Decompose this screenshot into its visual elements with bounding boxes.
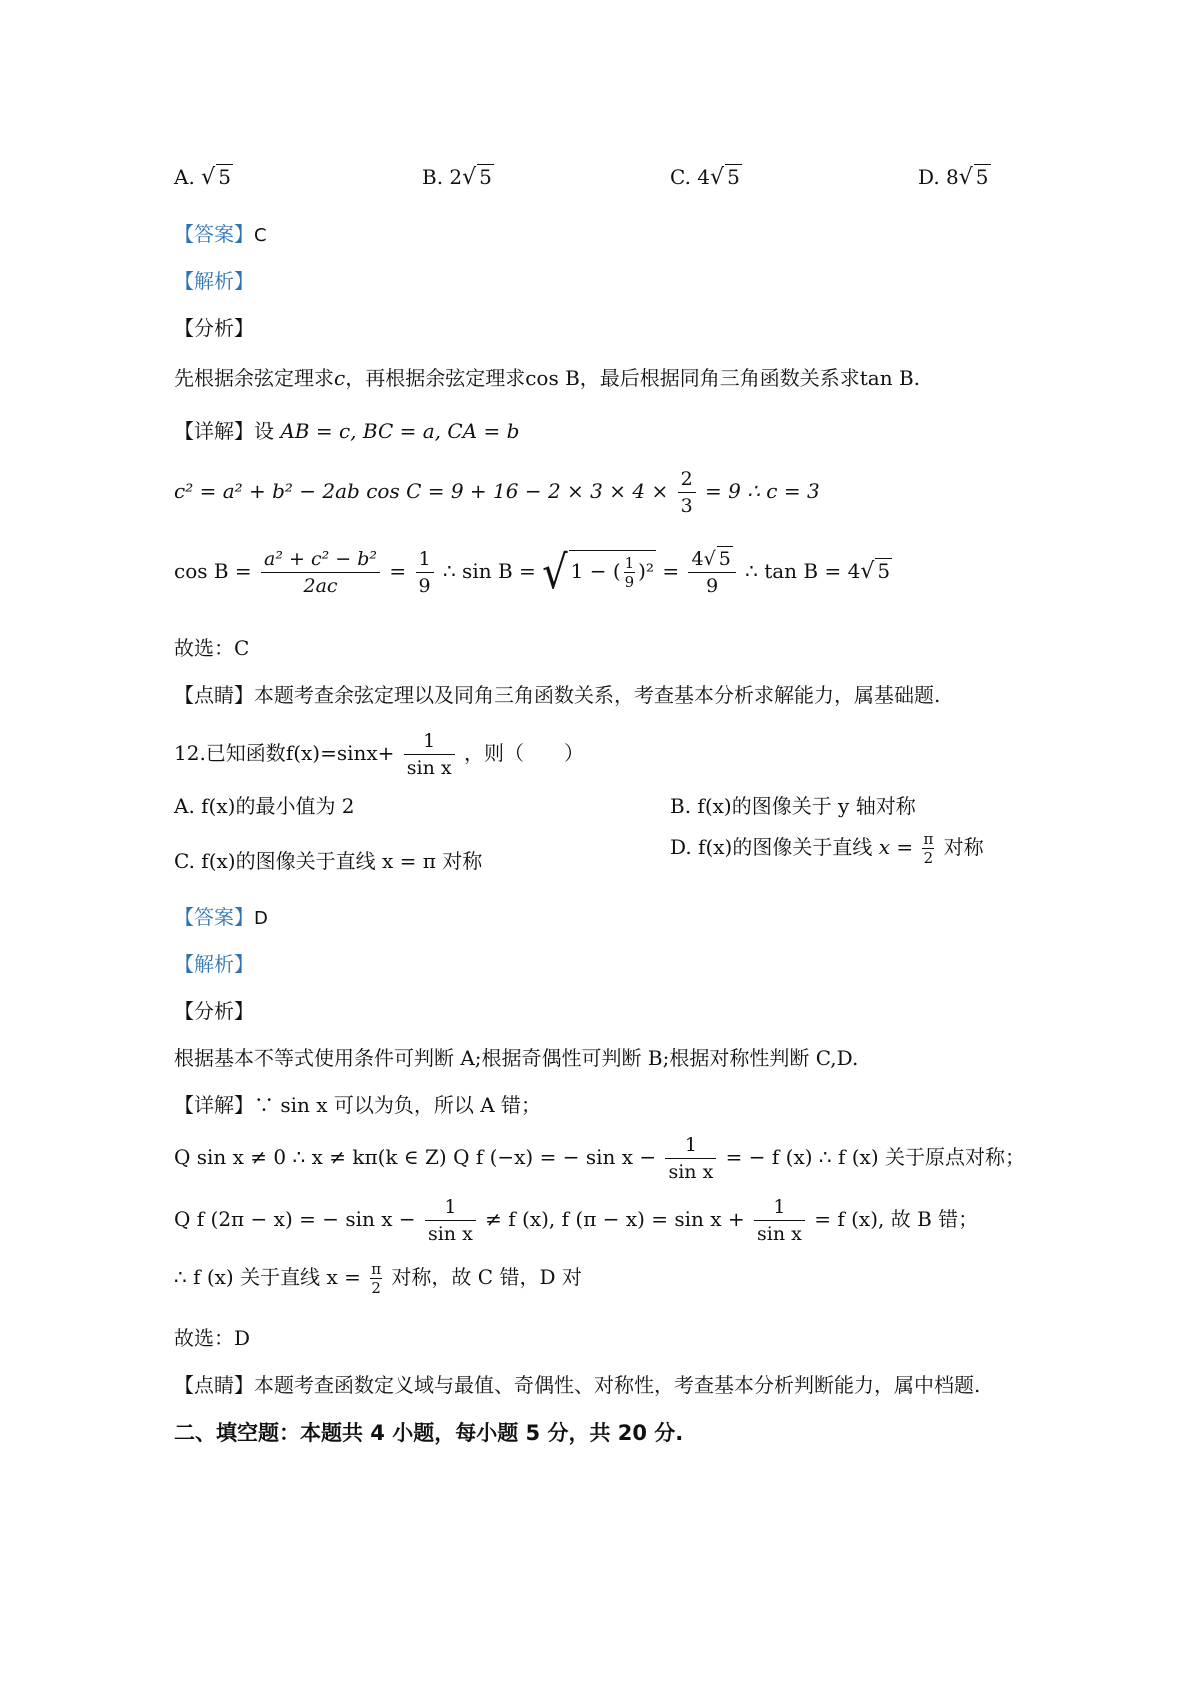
q12-analysis: 根据基本不等式使用条件可判断 A;根据奇偶性可判断 B;根据对称性判断 C,D. (174, 1046, 859, 1070)
sqrt-icon: √ (201, 165, 216, 190)
numerator (688, 546, 735, 573)
numerator: 1 (425, 1194, 476, 1221)
denominator: 9 (624, 573, 635, 591)
math-cosB: cos B (525, 366, 580, 390)
q12-option-d (670, 830, 984, 867)
q11-jiexi: 【解析】 (174, 269, 254, 293)
q12-option-b: B. f(x)的图像关于 y 轴对称 (670, 794, 916, 818)
q11-answer (174, 220, 267, 250)
numerator: 1 (624, 554, 635, 572)
fraction (754, 1194, 805, 1247)
sqrt-icon: √ (542, 546, 568, 599)
radicand-post: )² (638, 559, 654, 583)
section-heading: 二、填空题：本题共 4 小题，每小题 5 分，共 20 分. (174, 1421, 684, 1445)
option-label: D. 8 (918, 165, 959, 189)
math-c: c (334, 366, 346, 390)
q11-option-a (174, 163, 233, 192)
q11-option-b (422, 163, 494, 192)
eq-tanB: ∴ tan B = 4 (745, 559, 861, 583)
q12-detail (174, 1091, 541, 1119)
radicand: 5 (877, 559, 891, 583)
eq-part: = f (x), 故 B 错； (814, 1207, 979, 1231)
q12-answer (174, 903, 268, 933)
q11-detail (174, 417, 519, 445)
answer-value: C (254, 225, 267, 246)
sqrt-icon: √ (462, 165, 477, 190)
q12-option-a: A. f(x)的最小值为 2 (174, 794, 355, 818)
eq-part: ∴ f (x) 关于直线 x = (174, 1265, 361, 1289)
answer-value: D (254, 908, 268, 929)
stem-text: 12.已知函数 (174, 741, 286, 765)
eq-part: = − f (x) ∴ f (x) 关于原点对称； (725, 1145, 1025, 1169)
answer-tag: 【答案】 (174, 222, 254, 246)
sqrt-icon: √ (860, 559, 875, 584)
radicand: 5 (727, 165, 740, 189)
denominator: 2 (371, 1279, 381, 1297)
detail-tag: 【详解】 (174, 419, 254, 443)
radicand: 5 (479, 165, 492, 189)
radicand: 5 (718, 548, 731, 570)
eq-left: c² = a² + b² − 2ab cos C = 9 + 16 − 2 × 3 × 4 × (174, 479, 669, 503)
radicand: 5 (218, 165, 231, 189)
q11-equation-1 (174, 466, 820, 519)
radicand-pre: 1 − ( (570, 559, 621, 583)
fraction (922, 830, 934, 867)
fraction (678, 466, 696, 519)
q12-fenxi: 【分析】 (174, 999, 254, 1023)
q11-option-c (670, 163, 742, 192)
eq-right: = 9 ∴ c = 3 (705, 479, 820, 503)
q12-equation-1 (174, 1132, 1025, 1185)
math-tanB: tan B (859, 366, 914, 390)
analysis-end: . (913, 366, 921, 390)
equals: = (389, 559, 407, 583)
comment-text: 本题考查函数定义域与最值、奇偶性、对称性，考查基本分析判断能力，属中档题. (254, 1373, 981, 1397)
fraction (370, 1260, 382, 1297)
eq-part: Q f (2π − x) = − sin x − (174, 1207, 416, 1231)
eq-cosB: cos B = (174, 559, 252, 583)
option-text: D. f(x)的图像关于直线 (670, 835, 873, 859)
eq-part: 对称，故 C 错，D 对 (391, 1265, 582, 1289)
sqrt-icon: √ (710, 165, 725, 190)
fraction (688, 546, 735, 599)
q11-choose: 故选：C (174, 636, 250, 660)
denominator: sin x (427, 1223, 473, 1245)
numerator-coef: 4 (691, 548, 704, 570)
denominator: 3 (680, 495, 693, 517)
option-label: B. 2 (422, 165, 463, 189)
equals: = (662, 559, 680, 583)
sqrt-icon: √ (958, 165, 973, 190)
numerator: 1 (404, 728, 455, 755)
numerator: 2 (678, 466, 696, 493)
fraction (624, 554, 636, 591)
q11-comment (174, 681, 940, 709)
denominator: 2ac (303, 575, 338, 597)
radicand: 5 (975, 165, 989, 189)
analysis-text: ，再根据余弦定理求 (345, 366, 526, 390)
fraction (404, 728, 455, 781)
detail-text: ∵ sin x 可以为负，所以 A 错； (254, 1093, 542, 1117)
detail-tag: 【详解】 (174, 1093, 254, 1117)
fraction (425, 1194, 476, 1247)
fraction (665, 1132, 716, 1185)
numerator: π (923, 830, 934, 848)
stem-function: f(x)=sinx+ (285, 741, 395, 765)
numerator: π (371, 1260, 382, 1278)
q12-option-c: C. f(x)的图像关于直线 x = π 对称 (174, 849, 483, 873)
option-label: C. 4 (670, 165, 711, 189)
denominator: 2 (923, 849, 934, 867)
q12-comment (174, 1371, 980, 1399)
sqrt-icon: √ (703, 548, 716, 570)
numerator: a² + c² − b² (261, 546, 380, 573)
radicand (569, 550, 656, 591)
fraction (261, 546, 380, 599)
denominator: sin x (668, 1161, 714, 1183)
eq-part: ≠ f (x), f (π − x) = sin x + (485, 1207, 745, 1231)
q11-analysis (174, 364, 920, 392)
math-x: x = (878, 835, 914, 859)
eq-sinB: ∴ sin B = (442, 559, 536, 583)
comment-text: 本题考查余弦定理以及同角三角函数关系，考查基本分析求解能力，属基础题. (254, 683, 941, 707)
q12-equation-3 (174, 1260, 582, 1297)
detail-text: 设 (254, 419, 274, 443)
analysis-text: ，最后根据同角三角函数关系求 (579, 366, 860, 390)
numerator: 1 (665, 1132, 716, 1159)
numerator: 1 (416, 546, 434, 573)
denominator: 9 (706, 575, 719, 597)
q12-choose: 故选：D (174, 1326, 251, 1350)
answer-tag: 【答案】 (174, 905, 254, 929)
q12-stem (174, 728, 584, 781)
q12-jiexi: 【解析】 (174, 952, 254, 976)
comment-tag: 【点睛】 (174, 683, 254, 707)
eq-part: Q sin x ≠ 0 ∴ x ≠ kπ(k ∈ Z) Q f (−x) = − sin x − (174, 1145, 657, 1169)
q12-equation-2 (174, 1194, 978, 1247)
option-text: 对称 (943, 835, 984, 859)
stem-text: ，则（ ） (463, 741, 584, 765)
fraction (416, 546, 434, 599)
q11-fenxi: 【分析】 (174, 316, 254, 340)
numerator: 1 (754, 1194, 805, 1221)
denominator: sin x (757, 1223, 802, 1245)
comment-tag: 【点睛】 (174, 1373, 254, 1397)
denominator: 9 (418, 575, 431, 597)
denominator: sin x (406, 757, 452, 779)
analysis-text: 先根据余弦定理求 (174, 366, 334, 390)
option-label: A. (174, 165, 195, 189)
q11-equation-2 (174, 546, 892, 599)
detail-math: AB = c, BC = a, CA = b (280, 419, 520, 443)
q11-option-d (918, 163, 991, 192)
